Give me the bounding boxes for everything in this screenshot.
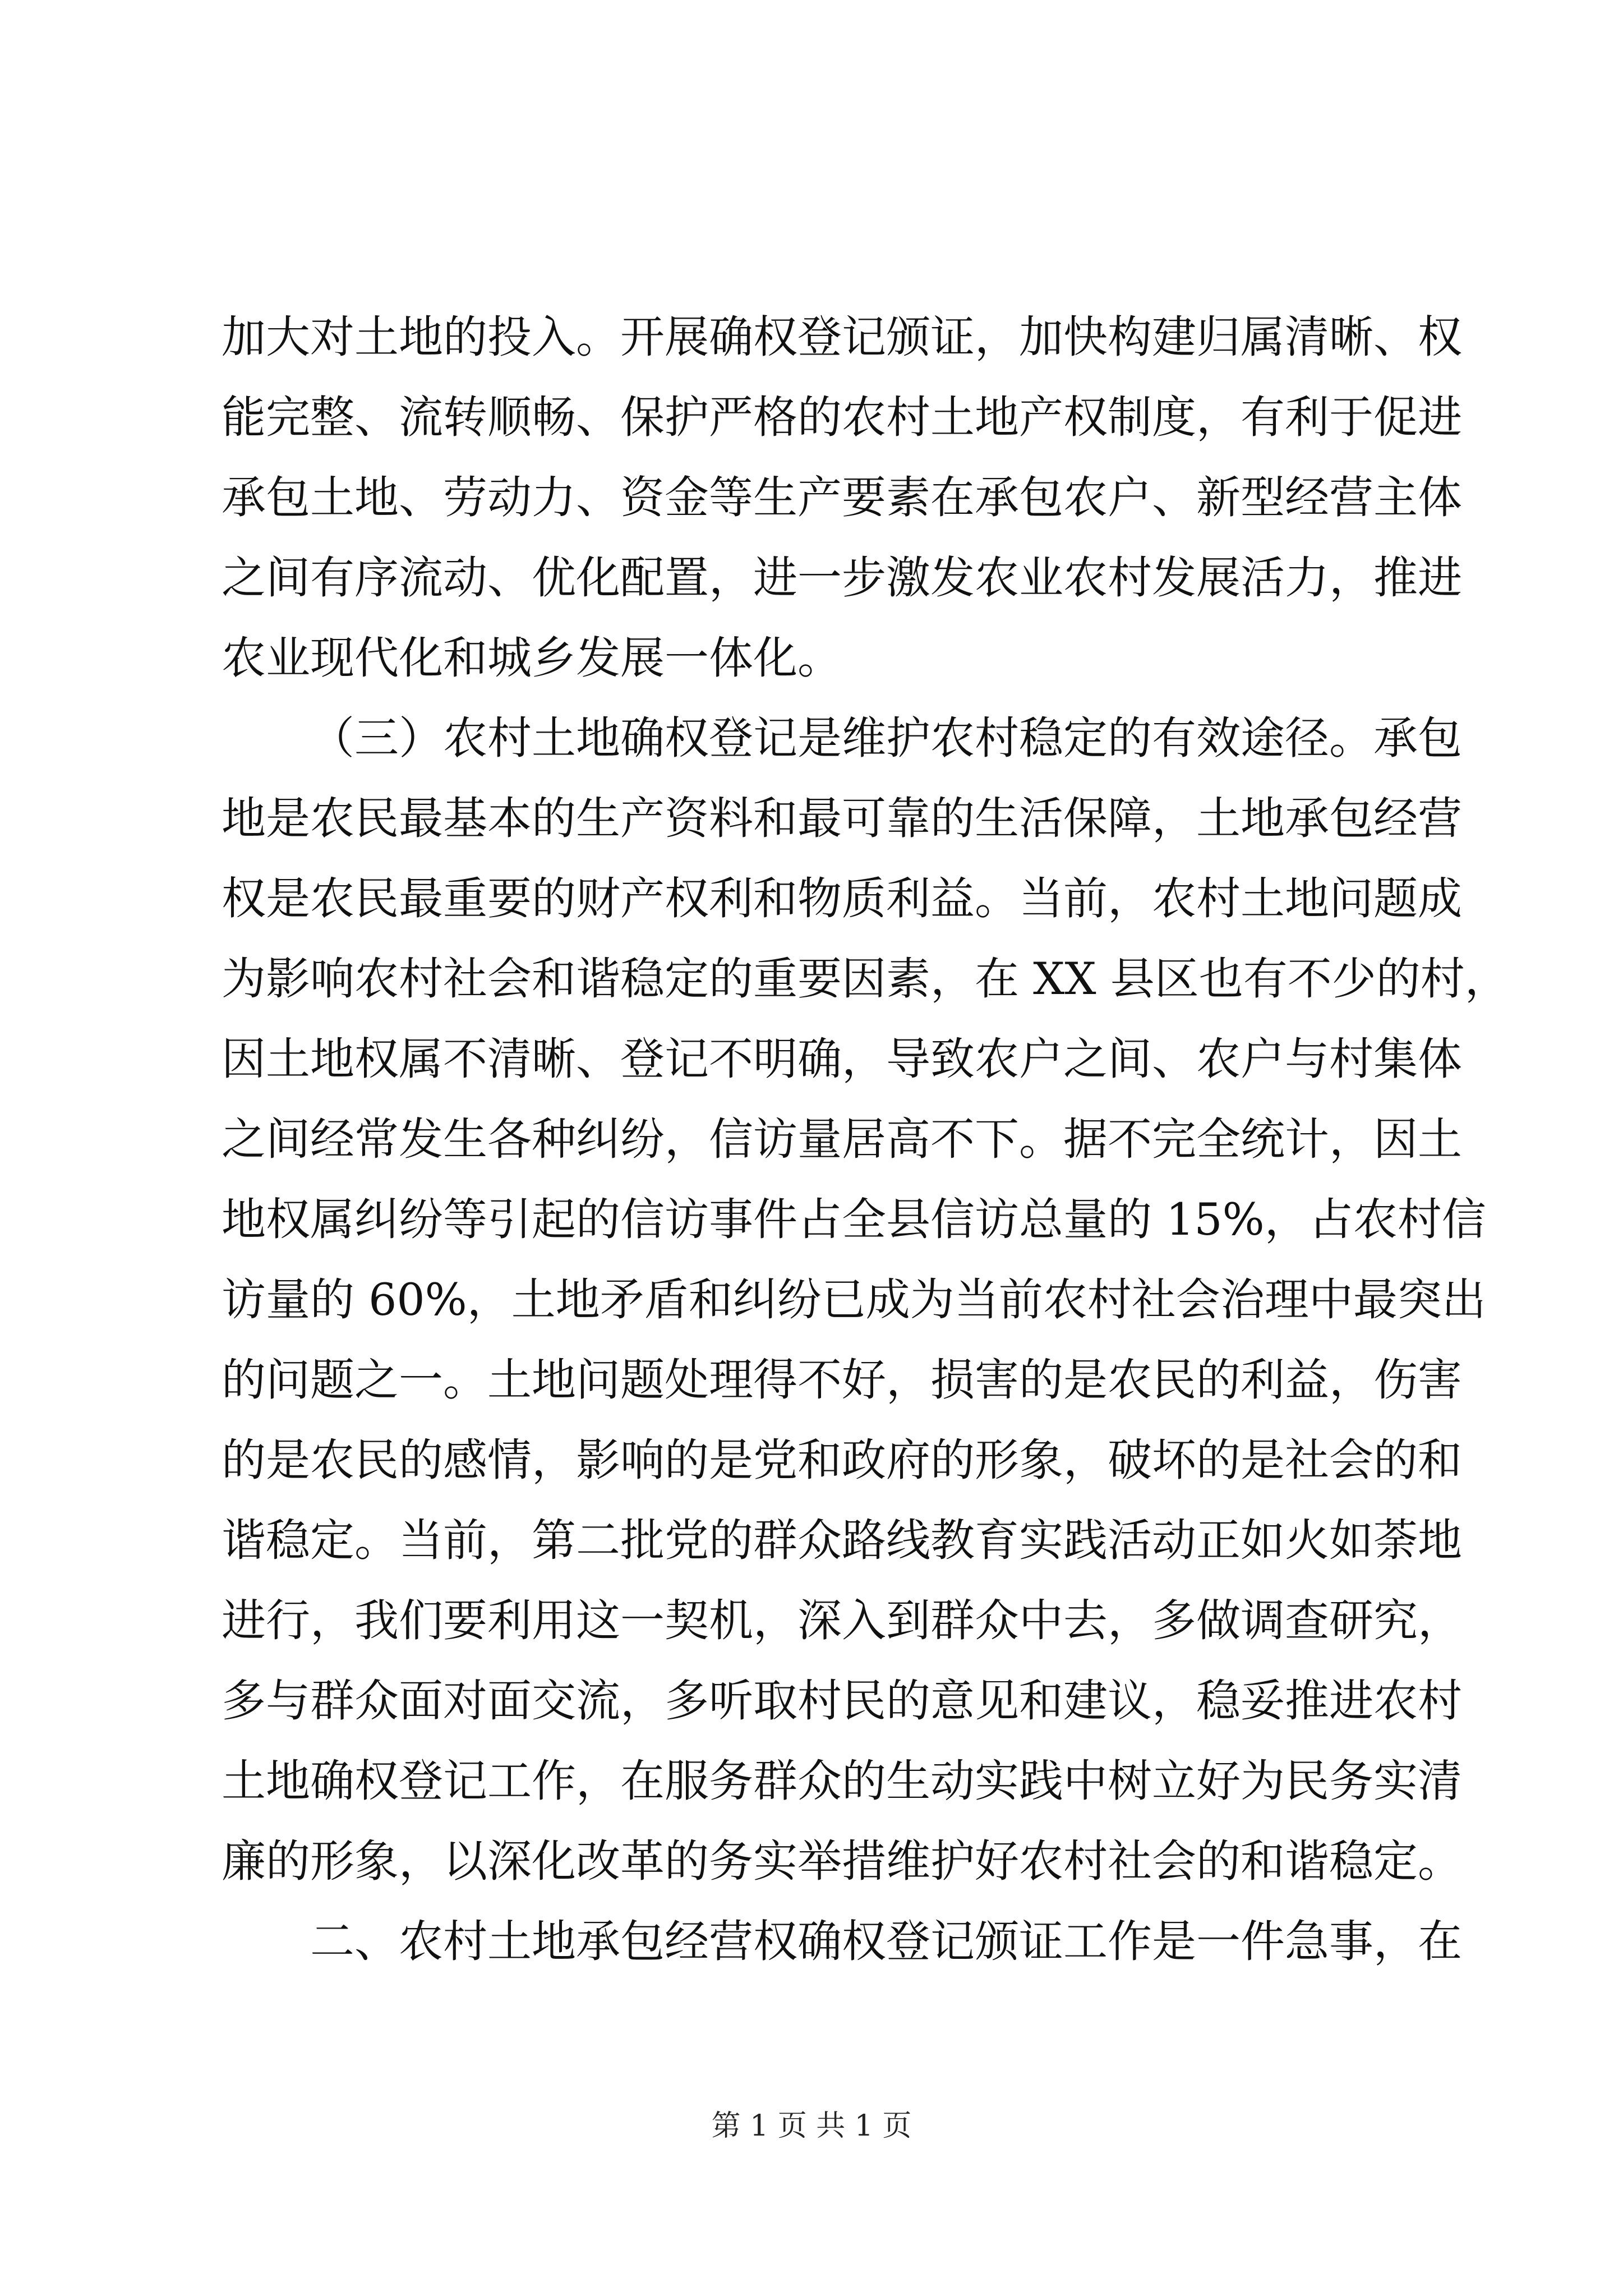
page-footer xyxy=(0,2104,1623,2148)
text-line: 谐稳定。当前，第二批党的群众路线教育实践活动正如火如荼地 xyxy=(222,1515,1462,1566)
text-line: 之间经常发生各种纠纷，信访量居高不下。据不完全统计，因土 xyxy=(222,1114,1462,1165)
text-line: 为影响农村社会和谐稳定的重要因素，在 XX 县区也有不少的村， xyxy=(222,953,1509,1005)
page-number-label: 第 1 页 共 1 页 xyxy=(711,2109,912,2143)
text-line: 农业现代化和城乡发展一体化。 xyxy=(222,632,842,684)
text-line: 访量的 60%，土地矛盾和纠纷已成为当前农村社会治理中最突出 xyxy=(222,1274,1486,1326)
body-text xyxy=(222,297,1509,1982)
text-line: 之间有序流动、优化配置，进一步激发农业农村发展活力，推进 xyxy=(222,552,1462,604)
text-line: 廉的形象，以深化改革的务实举措维护好农村社会的和谐稳定。 xyxy=(222,1835,1462,1887)
paragraph-first-line: 二、农村土地承包经营权确权登记颁证工作是一件急事，在 xyxy=(310,1916,1462,1967)
text-line: 因土地权属不清晰、登记不明确，导致农户之间、农户与村集体 xyxy=(222,1033,1462,1085)
text-line: 能完整、流转顺畅、保护严格的农村土地产权制度，有利于促进 xyxy=(222,392,1462,443)
text-line: 的是农民的感情，影响的是党和政府的形象，破坏的是社会的和 xyxy=(222,1434,1462,1486)
text-line: 加大对土地的投入。开展确权登记颁证，加快构建归属清晰、权 xyxy=(222,311,1462,363)
text-line: 承包土地、劳动力、资金等生产要素在承包农户、新型经营主体 xyxy=(222,472,1462,523)
text-line: 权是农民最重要的财产权利和物质利益。当前，农村土地问题成 xyxy=(222,873,1462,924)
text-line: 地是农民最基本的生产资料和最可靠的生活保障，土地承包经营 xyxy=(222,793,1462,844)
text-line: 土地确权登记工作，在服务群众的生动实践中树立好为民务实清 xyxy=(222,1755,1462,1807)
text-line: 多与群众面对面交流，多听取村民的意见和建议，稳妥推进农村 xyxy=(222,1675,1462,1727)
text-line: 的问题之一。土地问题处理得不好，损害的是农民的利益，伤害 xyxy=(222,1354,1462,1406)
text-line: 地权属纠纷等引起的信访事件占全县信访总量的 15%，占农村信 xyxy=(222,1194,1486,1245)
text-line: 进行，我们要利用这一契机，深入到群众中去，多做调查研究， xyxy=(222,1595,1462,1646)
paragraph-first-line: （三）农村土地确权登记是维护农村稳定的有效途径。承包 xyxy=(310,712,1462,764)
